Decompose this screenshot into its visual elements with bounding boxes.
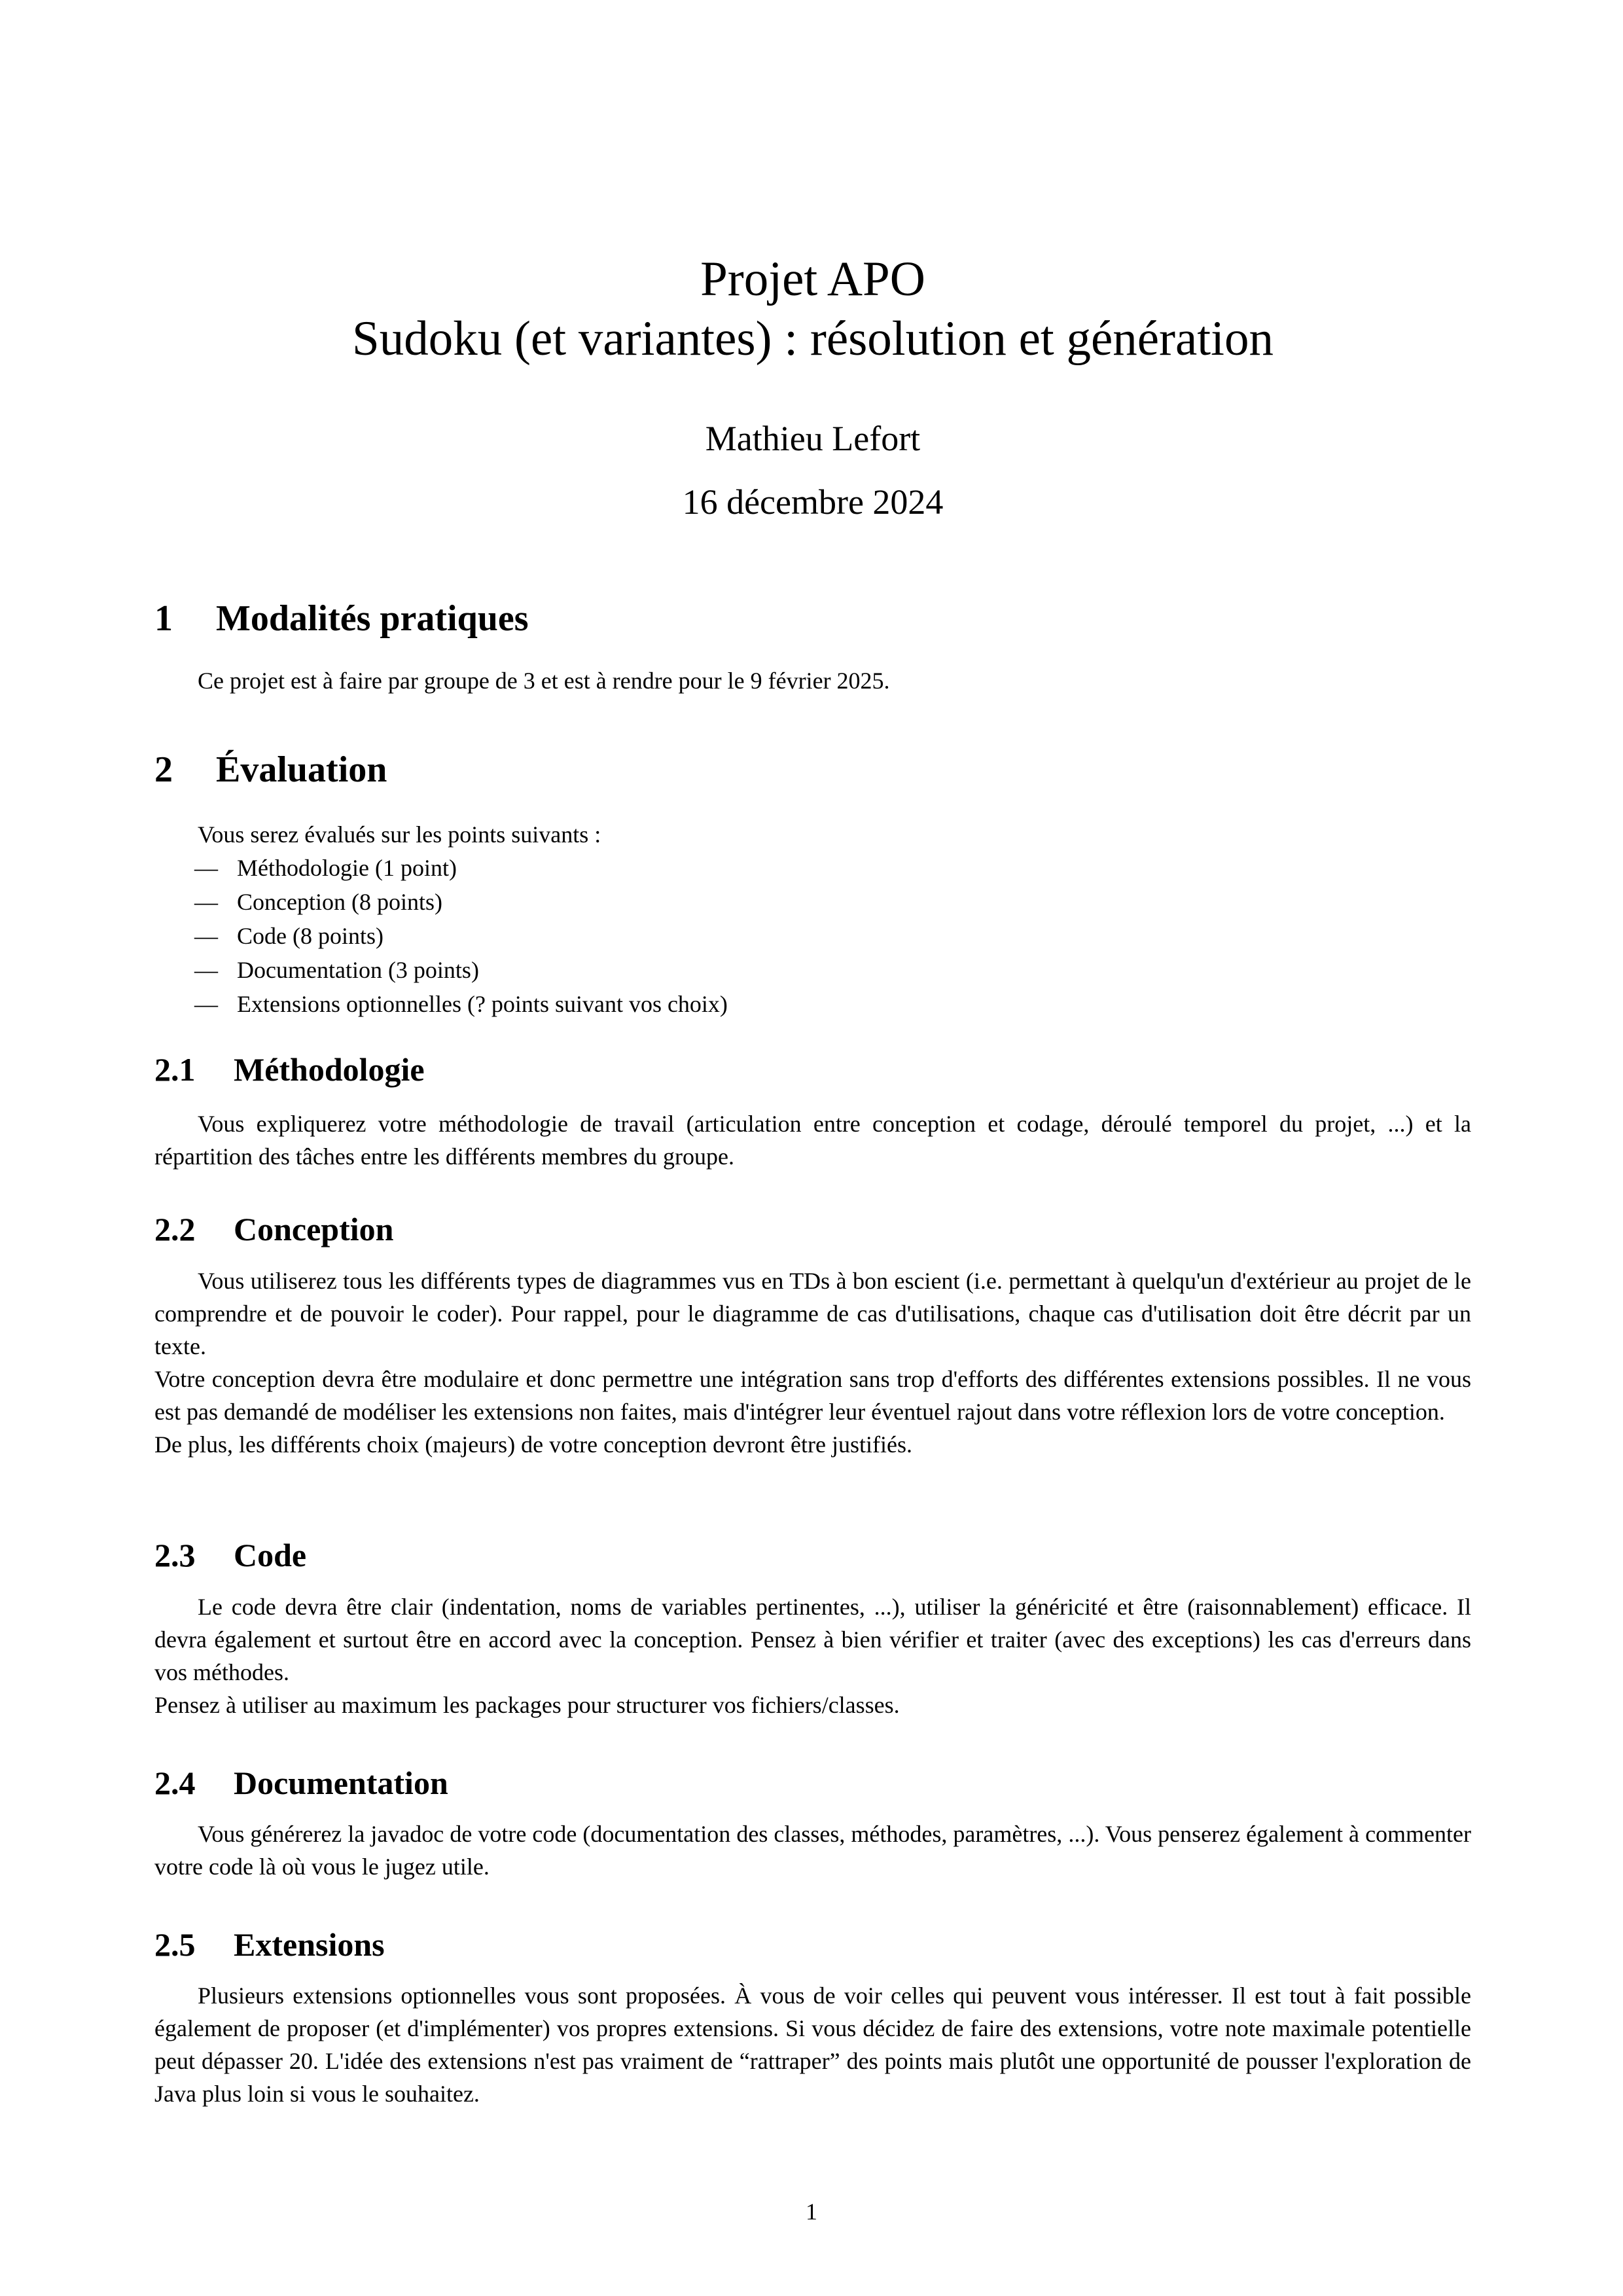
paragraph: Votre conception devra être modulaire et donc permettre une intégration sans trop d'efforts des différentes extensions possibles. Il ne vous est pas demandé de modéliser les extensions non faites, mais d'intégrer leur éventuel rajout dans votre réflexion lors de votre conception.: [154, 1366, 1471, 1425]
subsection-documentation-body: [154, 1818, 1471, 1883]
list-item: [154, 885, 1471, 919]
dash-bullet: —: [194, 991, 218, 1017]
title-block: [154, 249, 1471, 368]
subsection-title: Conception: [234, 1211, 394, 1247]
section-title: Évaluation: [216, 749, 387, 790]
dash-bullet: —: [194, 957, 218, 983]
paragraph: Vous utiliserez tous les différents types de diagrammes vus en TDs à bon escient (i.e. permettant à quelqu'un d'extérieur au projet de le comprendre et de pouvoir le coder). Pour rappel, pour le diagramme de cas d'utilisations, chaque cas d'utilisation doit être décrit par un texte.: [154, 1268, 1471, 1359]
list-item-label: Code (8 points): [237, 923, 383, 949]
dash-bullet: —: [194, 889, 218, 915]
subsection-number: 2.4: [154, 1765, 196, 1801]
evaluation-intro: Vous serez évalués sur les points suivants :: [198, 821, 601, 848]
list-item: [154, 851, 1471, 885]
subsection-title: Code: [234, 1537, 307, 1573]
paragraph: Vous expliquerez votre méthodologie de travail (articulation entre conception et codage, déroulé temporel du projet, ...) et la répartition des tâches entre les différents membres du groupe.: [154, 1111, 1471, 1170]
list-item-label: Documentation (3 points): [237, 957, 479, 983]
paragraph: Plusieurs extensions optionnelles vous sont proposées. À vous de voir celles qui peuvent vous intéresser. Il est tout à fait possible également de proposer (et d'implémenter) vos propres extensions. Si vous décidez de faire des extensions, votre note maximale potentielle peut dépasser 20. L'idée des extensions n'est pas vraiment de “rattraper” des points mais plutôt une opportunité de pousser l'exploration de Java plus loin si vous le souhaitez.: [154, 1982, 1471, 2107]
subsection-heading-methodologie: [154, 1050, 1471, 1089]
paragraph: Ce projet est à faire par groupe de 3 et est à rendre pour le 9 février 2025.: [198, 668, 890, 694]
subsection-number: 2.1: [154, 1051, 196, 1088]
list-item-label: Méthodologie (1 point): [237, 855, 457, 881]
subsection-title: Documentation: [234, 1765, 448, 1801]
list-item: [154, 953, 1471, 987]
paragraph: Le code devra être clair (indentation, noms de variables pertinentes, ...), utiliser la généricité et être (raisonnablement) efficace. Il devra également et surtout être en accord avec la conception. Pensez à bien vérifier et traiter (avec des exceptions) les cas d'erreurs dans vos méthodes.: [154, 1594, 1471, 1685]
section-number: 2: [154, 749, 173, 790]
section-title: Modalités pratiques: [216, 598, 529, 639]
subsection-title: Extensions: [234, 1926, 385, 1963]
paragraph: De plus, les différents choix (majeurs) de votre conception devront être justifiés.: [154, 1431, 912, 1458]
section-heading-evaluation: [154, 748, 1471, 792]
author: Mathieu Lefort: [705, 419, 921, 458]
evaluation-list: [154, 851, 1471, 1021]
list-item-label: Conception (8 points): [237, 889, 442, 915]
page-number: 1: [806, 2198, 817, 2225]
subsection-number: 2.2: [154, 1211, 196, 1247]
date: 16 décembre 2024: [682, 482, 944, 522]
section-evaluation-body: [154, 818, 1471, 1021]
section-heading-modalites: [154, 597, 1471, 641]
document-title-line1: Projet APO: [700, 252, 925, 306]
subsection-heading-extensions: [154, 1925, 1471, 1964]
list-item: [154, 987, 1471, 1021]
subsection-heading-conception: [154, 1210, 1471, 1249]
subsection-heading-code: [154, 1535, 1471, 1575]
dash-bullet: —: [194, 855, 218, 881]
list-item-label: Extensions optionnelles (? points suivant vos choix): [237, 991, 728, 1017]
section-modalites-body: [154, 664, 1471, 697]
dash-bullet: —: [194, 923, 218, 949]
subsection-methodologie-body: [154, 1107, 1471, 1173]
subsection-title: Méthodologie: [234, 1051, 425, 1088]
subsection-heading-documentation: [154, 1763, 1471, 1803]
subsection-number: 2.5: [154, 1926, 196, 1963]
list-item: [154, 919, 1471, 953]
document-title-line2: Sudoku (et variantes) : résolution et génération: [352, 312, 1274, 366]
subsection-number: 2.3: [154, 1537, 196, 1573]
subsection-extensions-body: [154, 1979, 1471, 2110]
section-number: 1: [154, 598, 173, 639]
paragraph: Pensez à utiliser au maximum les packages pour structurer vos fichiers/classes.: [154, 1692, 900, 1718]
paragraph: Vous générerez la javadoc de votre code (documentation des classes, méthodes, paramètres, ...). Vous penserez également à commenter votre code là où vous le jugez utile.: [154, 1821, 1471, 1880]
subsection-code-body: [154, 1590, 1471, 1721]
subsection-conception-body: [154, 1265, 1471, 1461]
